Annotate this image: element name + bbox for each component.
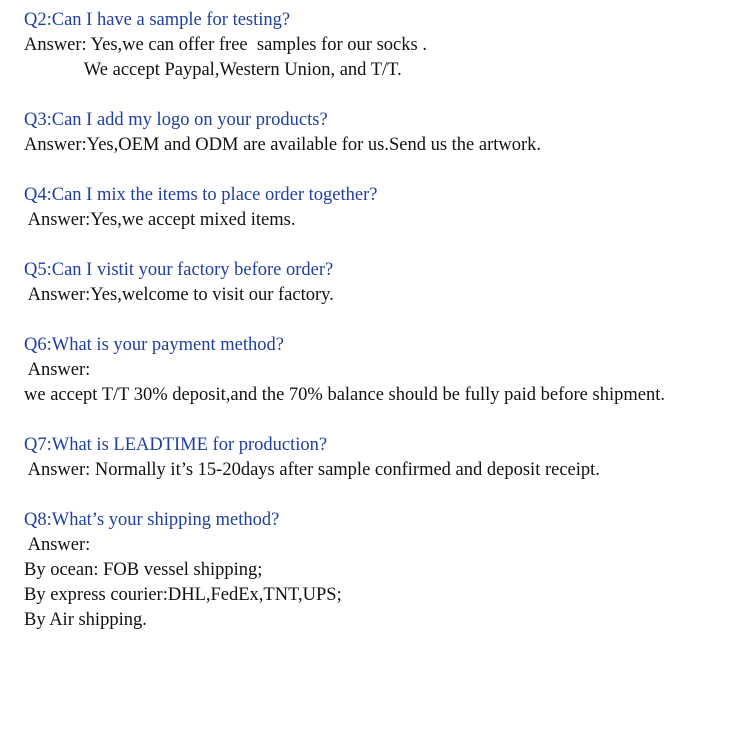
answer-q3-line-1: Answer:Yes,OEM and ODM are available for us.Send us the artwork. [24, 135, 542, 155]
question-q6: Q6:What is your payment method? [24, 335, 284, 355]
answer-q2-line-2: We accept Paypal,Western Union, and T/T. [24, 60, 402, 80]
faq-item-q2 [24, 8, 746, 83]
question-q5: Q5:Can I vistit your factory before order? [24, 260, 334, 280]
answer-q5-line-1: Answer:Yes,welcome to visit our factory. [24, 285, 334, 305]
faq-item-q3 [24, 108, 746, 158]
question-q3: Q3:Can I add my logo on your products? [24, 110, 328, 130]
answer-q8-line-2: By ocean: FOB vessel shipping; [24, 560, 263, 580]
answer-q4-line-1: Answer:Yes,we accept mixed items. [24, 210, 296, 230]
question-q4: Q4:Can I mix the items to place order together? [24, 185, 378, 205]
question-q7: Q7:What is LEADTIME for production? [24, 435, 328, 455]
answer-q7-line-1: Answer: Normally it’s 15-20days after sample confirmed and deposit receipt. [24, 460, 600, 480]
answer-q6-line-1: Answer: [24, 360, 91, 380]
answer-q8-line-3: By express courier:DHL,FedEx,TNT,UPS; [24, 585, 342, 605]
question-q8: Q8:What’s your shipping method? [24, 510, 280, 530]
answer-q8-line-4: By Air shipping. [24, 610, 147, 630]
faq-item-q7 [24, 433, 746, 483]
answer-q2-line-1: Answer: Yes,we can offer free samples for our socks . [24, 35, 427, 55]
faq-item-q8 [24, 508, 746, 633]
answer-q8-line-1: Answer: [24, 535, 91, 555]
faq-item-q5 [24, 258, 746, 308]
faq-list [24, 8, 746, 658]
faq-item-q6 [24, 333, 746, 408]
faq-item-q4 [24, 183, 746, 233]
answer-q6-line-2: we accept T/T 30% deposit,and the 70% balance should be fully paid before shipment. [24, 385, 665, 405]
question-q2: Q2:Can I have a sample for testing? [24, 10, 291, 30]
